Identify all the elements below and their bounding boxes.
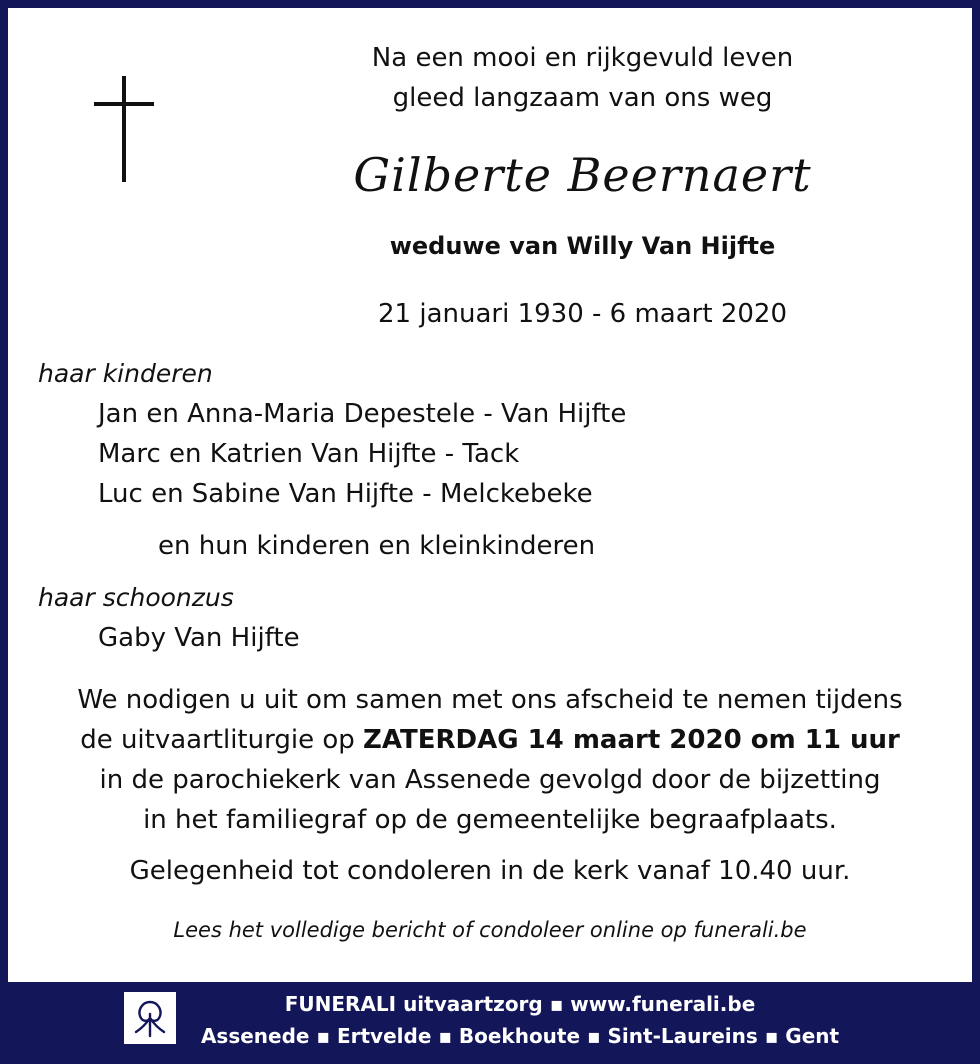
intro-line-1: Na een mooi en rijkgevuld leven (371, 43, 794, 73)
condolence-info: Gelegenheid tot condoleren in de kerk vanaf 10.40 uur. (129, 856, 851, 886)
invitation-text (20, 680, 960, 840)
footer-bar (0, 982, 980, 1064)
list-item: Gaby Van Hijfte (98, 623, 300, 653)
sister-in-law-list (98, 618, 300, 658)
invitation-line-2-pre: de uitvaartliturgie op (80, 725, 364, 755)
widow-of: weduwe van Willy Van Hijfte (389, 232, 776, 260)
sister-in-law-label: haar schoonzus (38, 583, 234, 612)
ceremony-date: ZATERDAG 14 maart 2020 om 11 uur (363, 725, 900, 755)
grandchildren-line: en hun kinderen en kleinkinderen (158, 531, 596, 561)
cross-icon (94, 76, 154, 182)
invitation-line-2 (20, 720, 960, 760)
life-dates: 21 januari 1930 - 6 maart 2020 (378, 299, 787, 329)
footer-line-1[interactable]: FUNERALI uitvaartzorg ▪ www.funerali.be (284, 992, 756, 1016)
footer-text (200, 988, 840, 1052)
invitation-line-4: in het familiegraf op de gemeentelijke begraafplaats. (143, 805, 837, 835)
online-note: Lees het volledige bericht of condoleer online op funerali.be (173, 918, 807, 942)
invitation-line-1: We nodigen u uit om samen met ons afscheid te nemen tijdens (77, 685, 903, 715)
intro-text (340, 38, 825, 118)
intro-line-2: gleed langzaam van ons weg (392, 83, 773, 113)
children-label: haar kinderen (38, 359, 213, 388)
list-item: Jan en Anna-Maria Depestele - Van Hijfte (98, 399, 627, 429)
deceased-name: Gilberte Beernaert (353, 148, 812, 202)
funerali-leaf-logo-icon (124, 992, 176, 1044)
footer-line-2: Assenede ▪ Ertvelde ▪ Boekhoute ▪ Sint-Laureins ▪ Gent (200, 1024, 840, 1048)
list-item: Luc en Sabine Van Hijfte - Melckebeke (98, 479, 593, 509)
list-item: Marc en Katrien Van Hijfte - Tack (98, 439, 520, 469)
invitation-line-3: in de parochiekerk van Assenede gevolgd door de bijzetting (99, 765, 881, 795)
children-list (98, 394, 626, 514)
